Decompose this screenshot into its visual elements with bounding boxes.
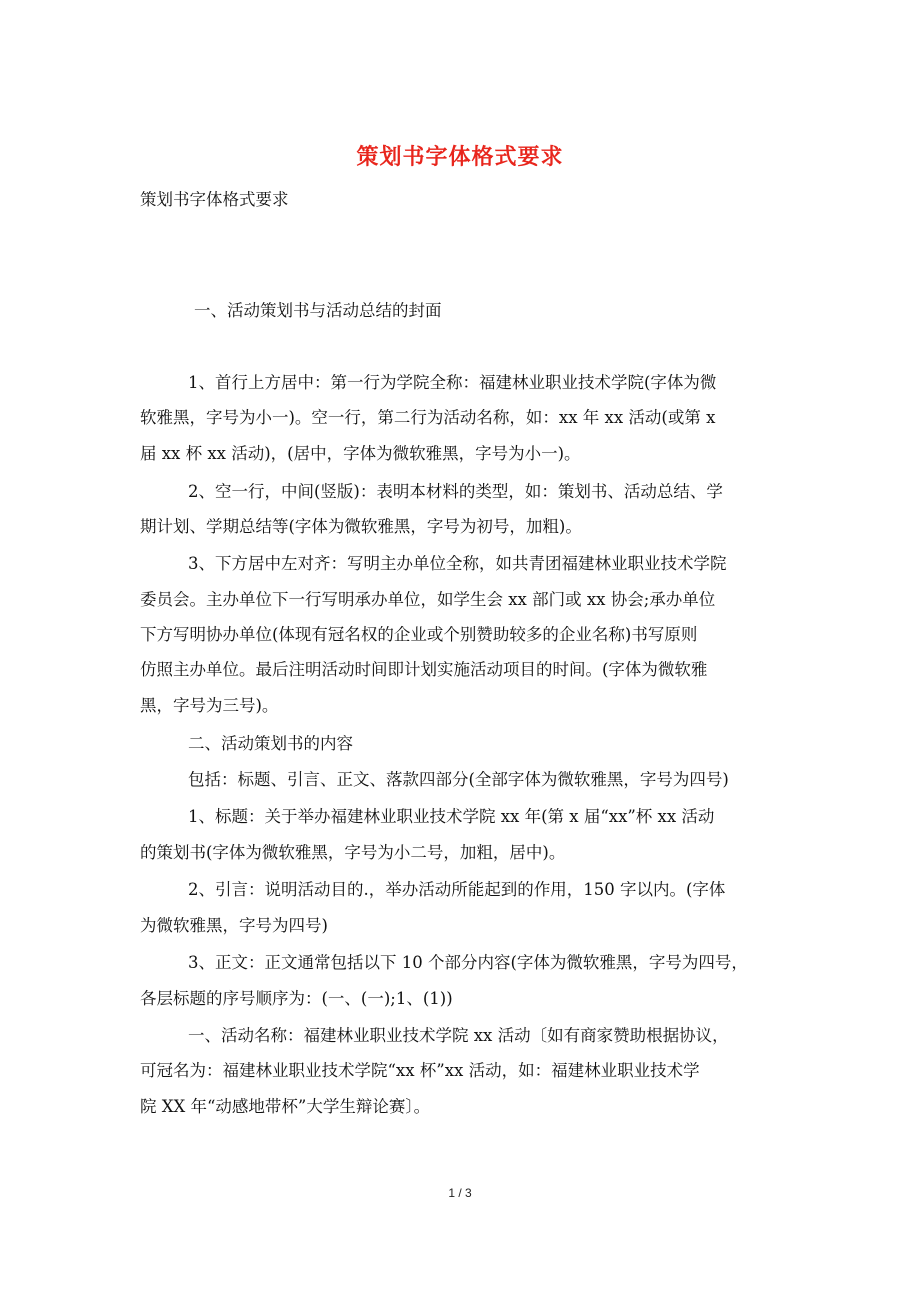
paragraph-line: 仿照主办单位。最后注明活动时间即计划实施活动项目的时间。(字体为微软雅 — [140, 660, 708, 679]
paragraph-line: 2、空一行，中间(竖版)：表明本材料的类型，如：策划书、活动总结、学 — [188, 482, 723, 501]
paragraph-line: 2、引言：说明活动目的.，举办活动所能起到的作用，150 字以内。(字体 — [188, 880, 726, 899]
paragraph-line: 的策划书(字体为微软雅黑，字号为小二号，加粗，居中)。 — [140, 843, 566, 862]
document-title: 策划书字体格式要求 — [356, 144, 564, 170]
paragraph-line: 各层标题的序号顺序为：(一、(一);1、(1)) — [140, 989, 453, 1008]
paragraph-line: 期计划、学期总结等(字体为微软雅黑，字号为初号，加粗)。 — [140, 517, 582, 536]
paragraph-line: 委员会。主办单位下一行写明承办单位，如学生会 xx 部门或 xx 协会;承办单位 — [140, 590, 716, 609]
paragraph-line: 下方写明协办单位(体现有冠名权的企业或个别赞助较多的企业名称)书写原则 — [140, 625, 698, 644]
paragraph-line: 黑，字号为三号)。 — [140, 696, 279, 715]
section-heading-content: 二、活动策划书的内容 — [188, 734, 353, 753]
paragraph-line: 1、首行上方居中：第一行为学院全称：福建林业职业技术学院(字体为微 — [188, 373, 717, 392]
paragraph-line: 届 xx 杯 xx 活动)，(居中，字体为微软雅黑，字号为小一)。 — [140, 444, 581, 463]
paragraph-line: 3、正文：正文通常包括以下 10 个部分内容(字体为微软雅黑，字号为四号， — [188, 953, 748, 972]
paragraph-line: 为微软雅黑，字号为四号) — [140, 916, 328, 935]
paragraph-line: 一、活动名称：福建林业职业技术学院 xx 活动〔如有商家赞助根据协议， — [188, 1026, 729, 1045]
page-number: 1 / 3 — [448, 1186, 472, 1200]
paragraph-line: 1、标题：关于举办福建林业职业技术学院 xx 年(第 x 届“xx”杯 xx 活动 — [188, 807, 715, 826]
paragraph-line: 包括：标题、引言、正文、落款四部分(全部字体为微软雅黑，字号为四号) — [188, 770, 729, 789]
paragraph-line: 3、下方居中左对齐：写明主办单位全称，如共青团福建林业职业技术学院 — [188, 554, 727, 573]
document-subtitle: 策划书字体格式要求 — [140, 190, 289, 209]
paragraph-line: 可冠名为：福建林业职业技术学院“xx 杯”xx 活动，如：福建林业职业技术学 — [140, 1061, 700, 1080]
paragraph-line: 软雅黑，字号为小一)。空一行，第二行为活动名称，如：xx 年 xx 活动(或第 x — [140, 408, 716, 427]
paragraph-line: 院 XX 年“动感地带杯”大学生辩论赛〕。 — [140, 1097, 431, 1116]
section-heading-cover: 一、活动策划书与活动总结的封面 — [194, 301, 442, 320]
